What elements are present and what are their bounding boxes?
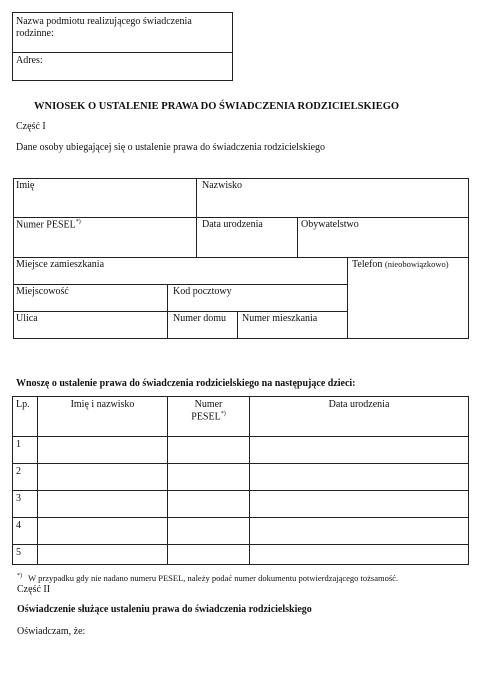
entity-address-label: Adres: — [16, 55, 43, 66]
col-pesel-footnote-mark: *) — [220, 410, 226, 417]
citizenship-field[interactable]: Obywatelstwo — [301, 219, 359, 230]
person-form — [13, 178, 469, 339]
table-row — [13, 437, 469, 464]
child-birth-date-cell[interactable] — [250, 437, 469, 464]
footnote-mark: *) — [17, 573, 22, 580]
pesel-field[interactable] — [16, 219, 81, 231]
table-row — [13, 518, 469, 545]
table-row — [13, 464, 469, 491]
part1-label: Część I — [16, 121, 46, 132]
phone-note: (nieobowiązkowo) — [384, 259, 449, 269]
table-row — [13, 491, 469, 518]
child-name-cell[interactable] — [38, 464, 168, 491]
child-birth-date-cell[interactable] — [250, 518, 469, 545]
col-pesel-line2: PESEL — [191, 410, 221, 422]
row-number: 2 — [13, 464, 38, 491]
row-number: 1 — [13, 437, 38, 464]
child-pesel-cell[interactable] — [168, 437, 250, 464]
col-pesel-line1: Numer — [194, 399, 223, 410]
document-title: WNIOSEK O USTALENIE PRAWA DO ŚWIADCZENIA RODZICIELSKIEGO — [34, 101, 400, 112]
child-birth-date-cell[interactable] — [250, 545, 469, 565]
house-number-field[interactable]: Numer domu — [173, 313, 227, 324]
birth-date-field[interactable]: Data urodzenia — [202, 219, 263, 230]
flat-number-field[interactable]: Numer mieszkania — [242, 313, 318, 324]
children-heading: Wnoszę o ustalenie prawa do świadczenia rodzicielskiego na następujące dzieci: — [16, 378, 356, 389]
child-pesel-cell[interactable] — [168, 464, 250, 491]
row-number: 4 — [13, 518, 38, 545]
col-name: Imię i nazwisko — [38, 397, 168, 437]
child-birth-date-cell[interactable] — [250, 491, 469, 518]
pesel-footnote-mark: *) — [75, 219, 81, 225]
children-table-header — [13, 397, 469, 437]
children-table — [12, 396, 469, 565]
part1-subtitle: Dane osoby ubiegającej się o ustalenie prawa do świadczenia rodzicielskiego — [16, 142, 326, 153]
city-field[interactable]: Miejscowość — [16, 286, 69, 297]
phone-label: Telefon — [352, 259, 383, 270]
child-name-cell[interactable] — [38, 518, 168, 545]
postal-code-field[interactable]: Kod pocztowy — [173, 286, 232, 297]
child-name-cell[interactable] — [38, 545, 168, 565]
entity-divider — [13, 52, 232, 53]
footnote-text: W przypadku gdy nie nadano numeru PESEL, należy podać numer dokumentu potwierdzającego tożsamość. — [28, 573, 399, 583]
residence-label: Miejsce zamieszkania — [16, 259, 105, 270]
part2-statement: Oświadczam, że: — [17, 626, 86, 637]
street-field[interactable]: Ulica — [16, 313, 38, 324]
child-pesel-cell[interactable] — [168, 545, 250, 565]
part2-heading: Oświadczenie służące ustaleniu prawa do świadczenia rodzicielskiego — [17, 604, 312, 615]
table-row — [13, 545, 469, 565]
col-lp: Lp. — [13, 397, 38, 437]
pesel-label: Numer PESEL — [16, 219, 76, 231]
col-pesel — [168, 397, 250, 437]
first-name-field[interactable]: Imię — [16, 180, 35, 191]
entity-name-label: Nazwa podmiotu realizującego świadczenia rodzinne: — [16, 16, 192, 39]
row-number: 5 — [13, 545, 38, 565]
child-birth-date-cell[interactable] — [250, 464, 469, 491]
footnote — [17, 573, 398, 583]
part2-label: Część II — [17, 584, 51, 595]
child-name-cell[interactable] — [38, 491, 168, 518]
child-pesel-cell[interactable] — [168, 518, 250, 545]
child-pesel-cell[interactable] — [168, 491, 250, 518]
entity-box — [12, 12, 233, 81]
col-birth-date: Data urodzenia — [250, 397, 469, 437]
last-name-field[interactable]: Nazwisko — [202, 180, 242, 191]
phone-field[interactable] — [352, 259, 449, 271]
child-name-cell[interactable] — [38, 437, 168, 464]
row-number: 3 — [13, 491, 38, 518]
